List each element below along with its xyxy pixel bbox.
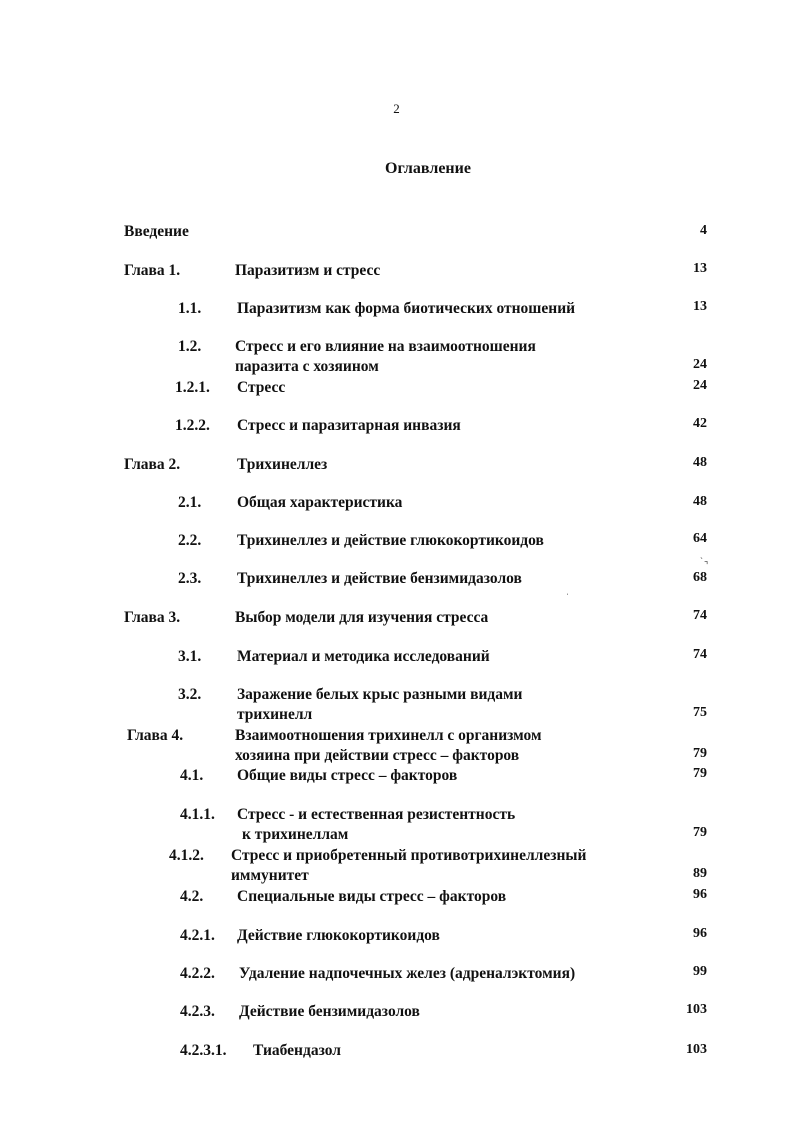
toc-section-title: Материал и методика исследований — [237, 648, 490, 665]
toc-chapter-title: Выбор модели для изучения стресса — [235, 609, 489, 626]
toc-page: 96 — [693, 887, 707, 902]
toc-subsection-title-cont: к трихинеллам — [242, 826, 349, 843]
toc-chapter-num: Глава 3. — [124, 609, 181, 626]
toc-subsection-num: 4.1.1. — [180, 806, 215, 823]
toc-subsection-title: Стресс — [237, 379, 286, 396]
toc-chapter-title: Паразитизм и стресс — [235, 262, 381, 279]
toc-chapter-title: Взаимоотношения трихинелл с организмом — [235, 727, 542, 744]
toc-chapter-title: Трихинеллез — [237, 456, 328, 473]
toc-section-num: 4.2. — [180, 888, 204, 905]
toc-chapter-num: Глава 4. — [127, 727, 184, 744]
toc-subsection-num: 4.2.3. — [180, 1003, 215, 1020]
toc-section-num: 2.2. — [178, 532, 202, 549]
toc-section-title: Специальные виды стресс – факторов — [237, 888, 507, 905]
toc-page: 103 — [686, 1042, 707, 1057]
toc-page: 64 — [693, 531, 707, 546]
toc-page: 13 — [693, 261, 707, 276]
toc-page: 74 — [693, 608, 707, 623]
toc-section-title: Общие виды стресс – факторов — [237, 767, 458, 784]
toc-chapter-num: Глава 2. — [124, 456, 181, 473]
toc-section-title: Стресс и его влияние на взаимоотношения — [235, 338, 536, 355]
toc-subsection-title: Стресс - и естественная резистентность — [237, 806, 516, 823]
toc-section-title: Заражение белых крыс разными видами — [237, 686, 523, 703]
toc-page: 99 — [693, 964, 707, 979]
toc-subsection-title: Действие бензимидазолов — [239, 1003, 420, 1020]
toc-section-title-cont: трихинелл — [237, 706, 313, 723]
toc-page: 42 — [693, 416, 707, 431]
toc-entry-intro: Введение — [124, 223, 189, 240]
toc-page: 96 — [693, 926, 707, 941]
toc-page: 79 — [693, 825, 707, 840]
scan-mark: ˎ — [700, 549, 703, 559]
toc-subsubsection-num: 4.2.3.1. — [180, 1042, 227, 1059]
scan-mark: ˌ — [566, 585, 569, 595]
toc-section-num: 1.2. — [178, 338, 202, 355]
toc-subsection-num: 4.2.1. — [180, 927, 215, 944]
toc-subsection-title: Стресс и приобретенный противотрихинеллезный — [231, 847, 587, 864]
toc-section-title: Трихинеллез и действие глюкокортикоидов — [237, 532, 544, 549]
toc-page: 48 — [693, 455, 707, 470]
toc-section-num: 2.1. — [178, 494, 202, 511]
toc-section-title: Трихинеллез и действие бензимидазолов — [237, 570, 522, 587]
toc-subsubsection-title: Тиабендазол — [253, 1042, 341, 1059]
toc-section-num: 3.2. — [178, 686, 202, 703]
toc-page: 75 — [693, 705, 707, 720]
toc-section-title: Паразитизм как форма биотических отношений — [237, 300, 576, 317]
toc-subsection-title: Стресс и паразитарная инвазия — [237, 417, 461, 434]
toc-section-num: 3.1. — [178, 648, 202, 665]
toc-page: 4 — [700, 223, 707, 238]
toc-subsection-title: Действие глюкокортикоидов — [237, 927, 440, 944]
toc-subsection-num: 1.2.2. — [175, 417, 210, 434]
toc-subsection-title-cont: иммунитет — [231, 867, 309, 884]
toc-page: 68 — [693, 570, 707, 585]
toc-subsection-title: Удаление надпочечных желез (адреналэктомия) — [239, 965, 576, 982]
toc-page: 48 — [693, 494, 707, 509]
toc-subsection-num: 4.1.2. — [169, 847, 204, 864]
toc-page: 103 — [686, 1002, 707, 1017]
toc-chapter-title-cont: хозяина при действии стресс – факторов — [235, 747, 520, 764]
toc-page: 89 — [693, 866, 707, 881]
toc-page: 24 — [693, 357, 707, 372]
toc-page: 24 — [693, 378, 707, 393]
toc-subsection-num: 4.2.2. — [180, 965, 215, 982]
toc-section-num: 4.1. — [180, 767, 204, 784]
toc-section-num: 1.1. — [178, 300, 202, 317]
toc-section-title-cont: паразита с хозяином — [235, 358, 379, 375]
toc-page: 74 — [693, 647, 707, 662]
scan-mark: ⌝ — [704, 560, 709, 570]
toc-page: 79 — [693, 766, 707, 781]
toc-title: Оглавление — [385, 160, 471, 177]
toc-subsection-num: 1.2.1. — [175, 379, 210, 396]
toc-section-num: 2.3. — [178, 570, 202, 587]
toc-chapter-num: Глава 1. — [124, 262, 181, 279]
page-number: 2 — [393, 101, 400, 116]
toc-page: 13 — [693, 299, 707, 314]
toc-section-title: Общая характеристика — [237, 494, 403, 511]
toc-page: 79 — [693, 746, 707, 761]
